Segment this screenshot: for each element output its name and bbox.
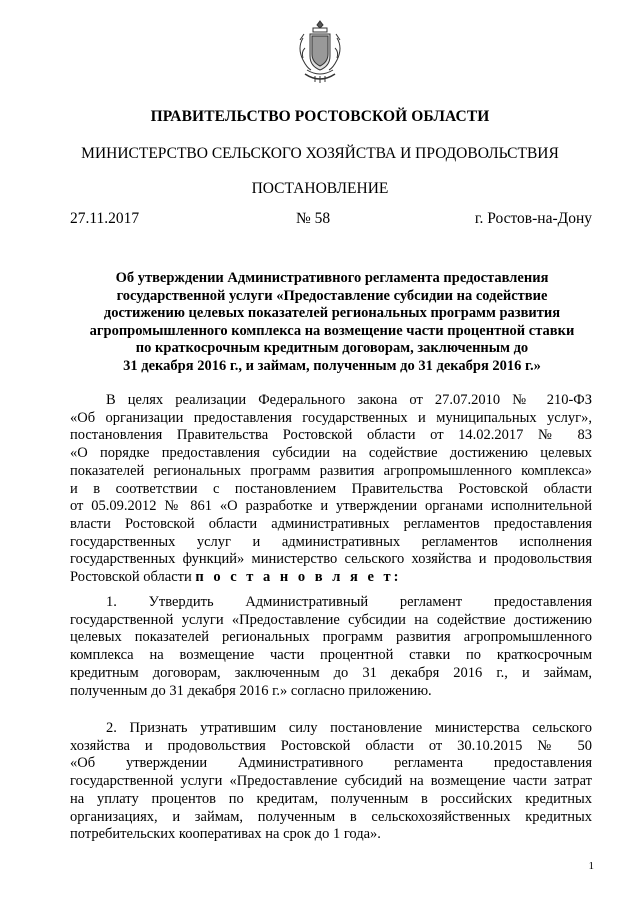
text-line: организациях, и займам, полученным в сельскохозяйственных кредитных xyxy=(70,808,592,825)
text-line: кредитным договорам, заключенным до 31 декабря 2016 г., и займам, xyxy=(70,664,592,681)
text-line: от 05.09.2012 № 861 «О разработке и утверждении органами исполнительной xyxy=(70,498,592,515)
text-line: государственных услуг и административных регламентов исполнения xyxy=(70,533,592,550)
text-line: 1. Утвердить Административный регламент предоставления xyxy=(106,594,592,610)
government-heading: ПРАВИТЕЛЬСТВО РОСТОВСКОЙ ОБЛАСТИ xyxy=(150,108,490,125)
text-line: постановления Правительства Ростовской области от 14.02.2017 № 83 xyxy=(70,427,592,444)
item-1-paragraph xyxy=(70,594,592,700)
decree-word: п о с т а н о в л я е т: xyxy=(195,569,402,586)
text-line: «Об организации предоставления государственных и муниципальных услуг», xyxy=(70,409,592,426)
coat-of-arms-emblem xyxy=(295,18,345,84)
title-line: государственной услуги «Предоставление субсидии на содействие xyxy=(116,287,548,304)
text-line: «Об утверждении Административного регламента предоставления xyxy=(70,755,592,772)
page-number: 1 xyxy=(588,860,594,872)
text-line: государственной услуги «Предоставление субсидий на возмещение части затрат xyxy=(70,773,592,790)
item-2-paragraph xyxy=(70,720,592,844)
preamble-paragraph xyxy=(70,392,592,587)
text-line: потребительских кооперативах на срок до 1 года». xyxy=(70,826,381,843)
text-line: показателей региональных программ развития агропромышленного комплекса» xyxy=(70,462,592,479)
title-line: агропромышленного комплекса на возмещение части процентной ставки xyxy=(89,322,575,339)
text-line: комплекса на возмещение части процентной ставки по краткосрочным xyxy=(70,647,592,664)
document-number: № 58 xyxy=(296,210,331,227)
text-line: государственной услуги «Предоставление субсидии на содействие достижению xyxy=(70,611,592,628)
title-line: 31 декабря 2016 г., и займам, полученным до 31 декабря 2016 г.» xyxy=(123,357,541,374)
document-city: г. Ростов-на-Дону xyxy=(474,210,592,227)
text-line: 2. Признать утратившим силу постановление министерства сельского xyxy=(106,720,592,736)
text-line: государственных функций» министерство сельского хозяйства и продовольствия xyxy=(70,551,592,568)
title-line: Об утверждении Административного регламента предоставления xyxy=(115,270,549,286)
title-line: по краткосрочным кредитным договорам, заключенным до xyxy=(135,340,529,357)
text-line: «О порядке предоставления субсидии на содействие достижению целевых xyxy=(70,445,592,462)
text-line xyxy=(70,569,592,587)
text-line: полученным до 31 декабря 2016 г.» согласно приложению. xyxy=(70,682,432,699)
document-title xyxy=(72,270,592,376)
text-line: власти Ростовской области административных регламентов предоставления xyxy=(70,515,592,532)
document-date: 27.11.2017 xyxy=(70,210,140,227)
text-line: на уплату процентов по кредитам, полученным в российских кредитных xyxy=(70,790,592,807)
text-line: целевых показателей региональных программ развития агропромышленного xyxy=(70,629,592,646)
text-line: В целях реализации Федерального закона от 27.07.2010 № 210-ФЗ xyxy=(106,392,592,408)
text-line: и в соответствии с постановлением Правительства Ростовской области xyxy=(70,480,592,497)
document-type: ПОСТАНОВЛЕНИЕ xyxy=(251,180,389,197)
preamble-last-text: Ростовской области xyxy=(70,569,196,586)
ministry-heading: МИНИСТЕРСТВО СЕЛЬСКОГО ХОЗЯЙСТВА И ПРОДОВОЛЬСТВИЯ xyxy=(81,145,559,162)
text-line: хозяйства и продовольствия Ростовской области от 30.10.2015 № 50 xyxy=(70,737,592,754)
title-line: достижению целевых показателей региональных программ развития xyxy=(103,305,561,322)
